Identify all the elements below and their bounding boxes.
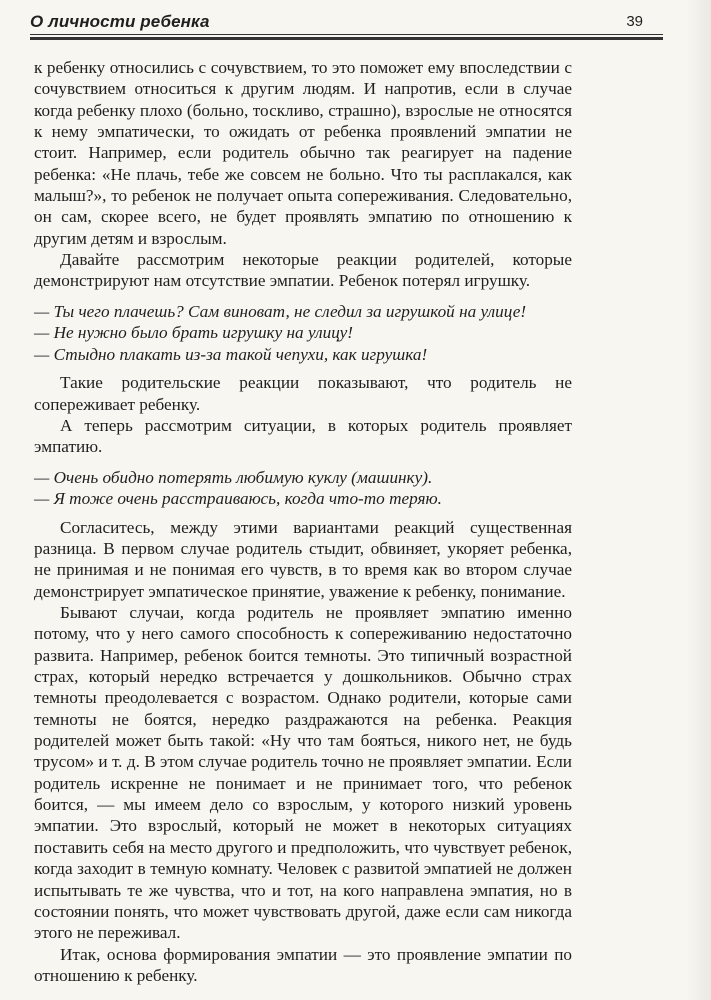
paragraph-7: Итак, основа формирования эмпатии — это проявление эмпатии по отношению к ребенку. <box>34 944 572 985</box>
page-body <box>34 57 572 986</box>
paragraph-6: Бывают случаи, когда родитель не проявляет эмпатию именно потому, что у него самого способность к сопереживанию недостаточно развита. Например, ребенок боится темноты. Это типичный возрастной страх, который нередко встречается у дошкольников. Обычно страх темноты преодолевается с возрастом. Однако родители, которые сами темноты не боятся, нередко раздражаются на ребенка. Реакция родителей может быть такой: «Ну что там бояться, никого нет, не будь трусом» и т. д. В этом случае родитель точно не проявляет эмпатии. Если родитель искренне не понимает и не принимает того, что ребенок боится, — мы имеем дело со взрослым, у которого низкий уровень эмпатии. Это взрослый, который не может в некоторых ситуациях поставить себя на место другого и предположить, что чувствует ребенок, когда заходит в темную комнату. Человек с развитой эмпатией не должен испытывать те же чувства, что и тот, на кого направлена эмпатия, но в состоянии понять, что может чувствовать другой, даже если сам никогда этого не переживал. <box>34 603 572 943</box>
paragraph-3: Такие родительские реакции показывают, что родитель не сопереживает ребенку. <box>34 373 572 414</box>
paragraph-2: Давайте рассмотрим некоторые реакции родителей, которые демонстрируют нам отсутствие эмпатии. Ребенок потерял игрушку. <box>34 250 572 291</box>
page-edge-shadow <box>687 0 711 1000</box>
dialogue-line: — Я тоже очень расстраиваюсь, когда что-то теряю. <box>34 489 442 509</box>
header-rule-thin <box>30 34 663 35</box>
paragraph-1: к ребенку относились с сочувствием, то это поможет ему впоследствии с сочувствием относиться к другим людям. И напротив, если в случае когда ребенку плохо (больно, тоскливо, страшно), взрослые не относятся к нему эмпатически, то ожидать от ребенка проявлений эмпатии не стоит. Например, если родитель обычно так реагирует на падение ребенка: «Не плачь, тебе же совсем не больно. Что ты расплакался, как малыш?», то ребенок не получает опыта сопереживания. Следовательно, он сам, скорее всего, не будет проявлять эмпатию по отношению к другим детям и взрослым. <box>34 58 572 248</box>
dialogue-line: — Ты чего плачешь? Сам виноват, не следил за игрушкой на улице! <box>34 301 527 321</box>
page-header <box>30 11 663 41</box>
dialogue-no-empathy <box>34 301 572 366</box>
dialogue-line: — Стыдно плакать из-за такой чепухи, как игрушка! <box>34 344 428 364</box>
dialogue-line: — Не нужно было брать игрушку на улицу! <box>34 323 353 343</box>
header-rule-thick <box>30 37 663 40</box>
page-number: 39 <box>626 13 643 30</box>
running-head: О личности ребенка <box>30 12 210 31</box>
paragraph-5: Согласитесь, между этими вариантами реакций существенная разница. В первом случае родитель стыдит, обвиняет, укоряет ребенка, не принимая и не понимая его чувств, в то время как во втором случае демонстрирует эмпатическое принятие, уважение к ребенку, понимание. <box>34 517 572 601</box>
dialogue-empathy <box>34 467 572 510</box>
paragraph-4: А теперь рассмотрим ситуации, в которых родитель проявляет эмпатию. <box>34 415 572 457</box>
dialogue-line: — Очень обидно потерять любимую куклу (машинку). <box>34 467 433 487</box>
